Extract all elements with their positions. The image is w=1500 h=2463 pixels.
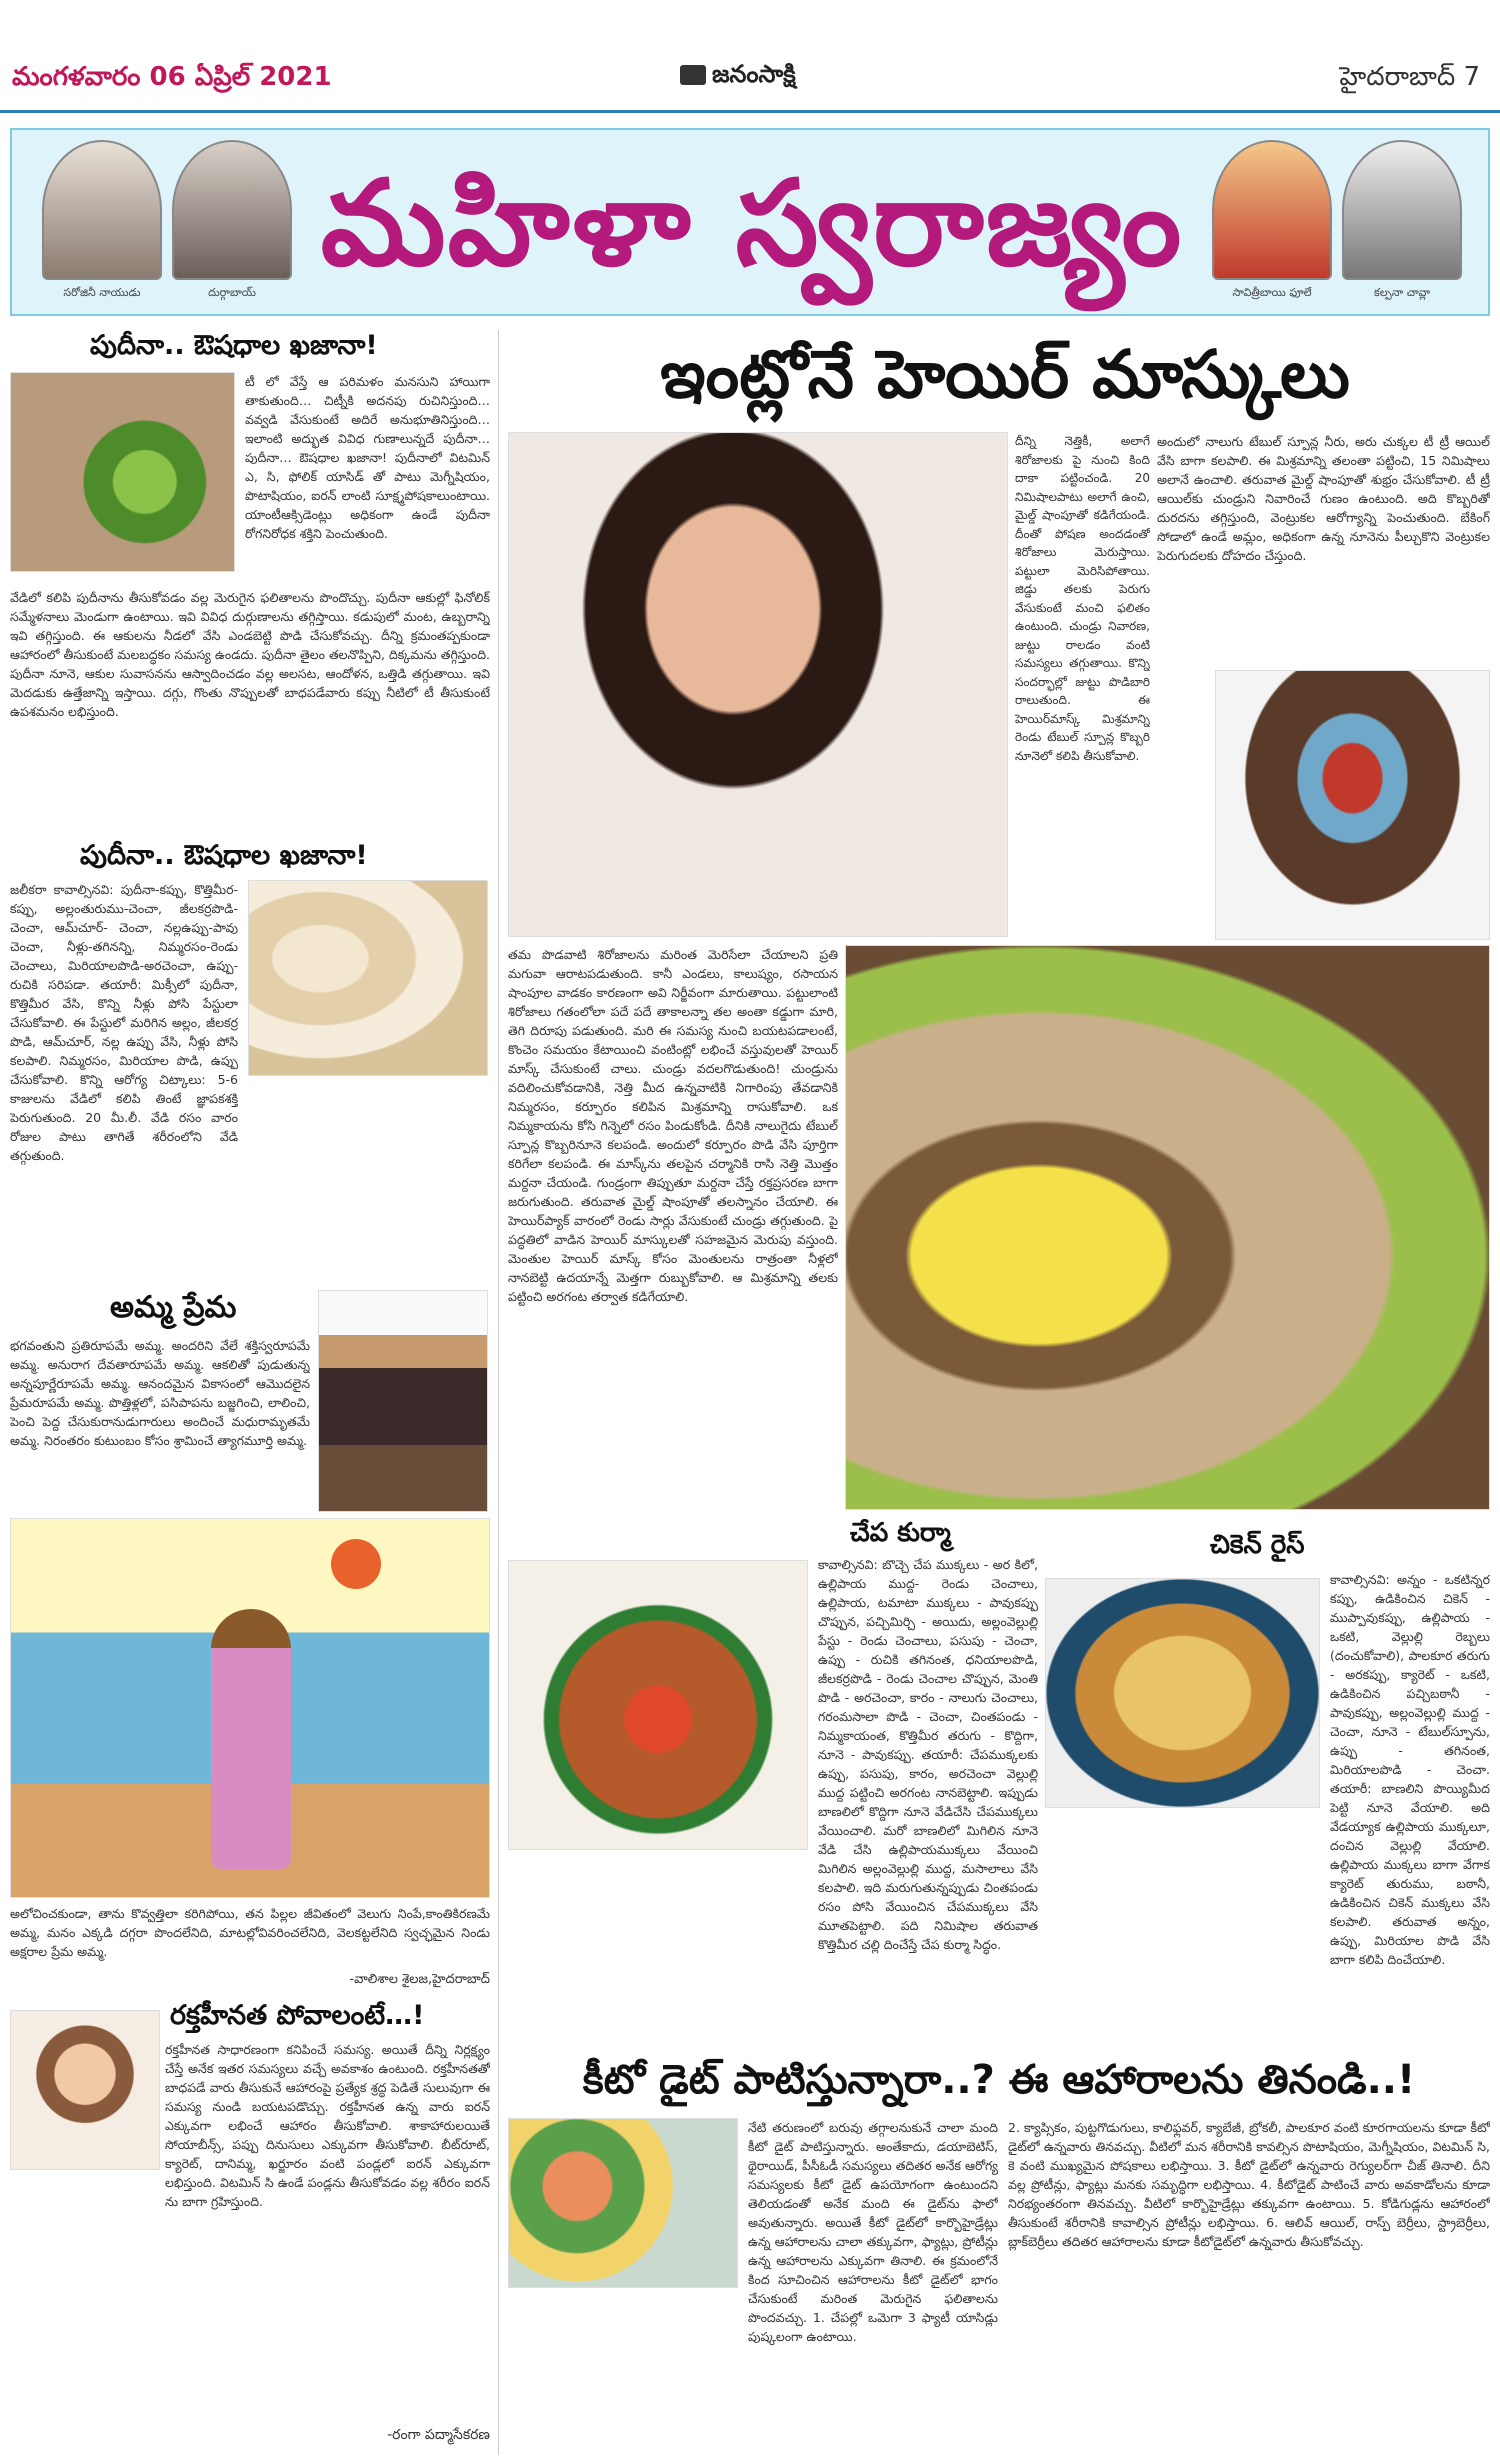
chicken-title: చికెన్ రైస్ (1210, 1530, 1305, 1560)
section-banner (10, 128, 1490, 316)
raktaheenata-body: రక్తహీనత సాధారణంగా కనిపించే సమస్య. అయితే దీన్ని నిర్లక్ష్యం చేస్తే అనేక ఇతర సమస్యలు వచ్చే అవకాశం ఉంటుంది. రక్తహీనతతో బాధపడే వారు తీసుకునే ఆహారంపై ప్రత్యేక శ్రద్ధ పెడితే సులువుగా ఈ సమస్య నుండి బయటపడొచ్చు. రక్తహీనత ఉన్న వారు ఐరన్ ఎక్కువగా లభించే ఆహారం తీసుకోవాలి. శాకాహారులయితే సోయాబీన్స్, పప్పు దినుసులు ఎక్కువగా తీసుకోవాలి. బీట్‌రూట్, క్యారెట్, దానిమ్మ, ఖర్జూరం వంటి పండ్లలో ఐరన్ ఎక్కువగా లభిస్తుంది. విటమిన్ సి ఉండే పండ్లను తీసుకోవడం వల్ల శరీరం ఐరన్ ను బాగా గ్రహిస్తుంది. (165, 2042, 490, 2209)
chepa-title: చేప కుర్మా (850, 1518, 951, 1548)
chicken-body: కావాల్సినవి: అన్నం - ఒకటిన్నర కప్పు, ఉడికించిన చికెన్ - ముప్పావుకప్పు, ఉల్లిపాయ - ఒకటి, వెల్లుల్లి రెబ్బలు (దంచుకోవాలి), పాలకూర తరుగు - అరకప్పు, క్యారెట్ - ఒకటి, ఉడికించిన పచ్చిబఠానీ - పావుకప్పు, అల్లంవెల్లుల్లి ముద్ద - చెంచా, నూనె - టేబుల్‌స్పూను, ఉప్పు - తగినంత, మిరియాలపొడి - చెంచా. తయారీ: బాణలిని పొయ్యిమీద పెట్టి నూనె వేయాలి. అది వేడయ్యాక ఉల్లిపాయ ముక్కలూ, దంచిన వెల్లుల్లి వేయాలి. ఉల్లిపాయ ముక్కలు బాగా వేగాక క్యారెట్ తురుము, బఠానీ, ఉడికించిన చికెన్ ముక్కలు వేసి కలపాలి. తరువాత అన్నం, ఉప్పు, మిరియాల పొడి వేసి బాగా కలిపి దించేయాలి. (1330, 1572, 1490, 1967)
pudina-ingredients-body: జలీకరా కావాల్సినవి: పుదీనా-కప్పు, కొత్తిమీర- కప్పు, అల్లంతురుము-చెంచా, జీలకర్రపొడి-చెంచా, ఆమ్‌చూర్- చెంచా, నల్లఉప్పు-పావు చెంచా, నీళ్లు-తగినన్ని, నిమ్మరసం-రెండు చెంచాలు, మిరియాలపొడి-అరచెంచా, ఉప్పు-రుచికి సరిపడా. తయారీ: మిక్సీలో పుదీనా, కొత్తిమీర వేసి, కొన్ని నీళ్లు పోసి పేస్టులా చేసుకోవాలి. ఈ పేస్టులో మరిగిన అల్లం, జీలకర్ర పొడి, ఆమ్‌చూర్, నల్ల ఉప్పు వేసి, నీళ్లు పోసి కలపాలి. నిమ్మరసం, మిరియాల పొడి, ఉప్పు చేసుకోవాలి. కొన్ని ఆరోగ్య చిట్కాలు: 5-6 కాజులను వేడిలో కలిపి తింటే జ్ఞాపకశక్తి పెరుగుతుంది. 20 మీ.లీ. వేడి రసం వారం రోజుల పాటు తాగితే శరీరంలోని వేడి తగ్గుతుంది. (10, 882, 238, 1163)
amma-body: భగవంతుని ప్రతిరూపమే అమ్మ. అందరిని వేలే శక్తిస్వరూపమే అమ్మ. అనురాగ దేవతారూపమే అమ్మ. ఆకలితో పుడుతున్న అన్నపూర్ణేరూపమే అమ్మ. ఆనందమైన వికాసంలో ఆమొదలైన ప్రేమరూపమే అమ్మ. పొత్తిళ్లలో, పసిపాపను బజ్జగించి, లాలించి, పెంచి పెద్ద చేసుకురానుడుగారులు అందించే మధురామృతమే అమ్మ. నిరంతరం కుటుంబం కోసం శ్రామించే త్యాగమూర్తి అమ్మ. (10, 1338, 310, 1448)
portrait-1 (42, 140, 162, 280)
hair-col1: దీన్ని నెత్తికీ, అలాగే శిరోజాలకు పై నుంచి కింది దాకా పట్టించండి. 20 నిమిషాలపాటు అలాగే ఉంచి, మైల్డ్ షాంపూతో కడిగేయండి. దీంతో పోషణ అందడంతో శిరోజాలు మెరుస్తాయి. పట్టులా మెరిసిపోతాయి. జిడ్డు తలకు పెరుగు వేసుకుంటే మంచి ఫలితం ఉంటుంది. చుండ్రు నివారణ, జుట్టు రాలడం వంటి సమస్యలు తగ్గుతాయి. కొన్ని సందర్భాల్లో జుట్టు పొడిబారి రాలుతుంది. ఈ హెయిర్‌మాస్క్ మిశ్రమాన్ని రెండు టేబుల్ స్పూన్ల కొబ్బరి నూనెలో కలిపి తీసుకోవాలి. (1015, 434, 1150, 763)
portrait-2 (172, 140, 292, 280)
page-header (0, 0, 1500, 120)
sun-shape (331, 1539, 381, 1589)
cashew-image (248, 880, 488, 1076)
amma-title: అమ్మ ప్రేమ (110, 1290, 237, 1325)
keto-title: కీటో డైట్ పాటిస్తున్నారా..? ఈ ఆహారాలను తినండి..! (582, 2057, 1416, 2103)
portrait-caption-2: దుర్గాబాయ్ (208, 286, 256, 299)
woman-eating-image (10, 2010, 160, 2170)
column-divider-left (498, 330, 499, 2455)
paper-logo-icon (680, 65, 706, 85)
header-divider (0, 110, 1500, 113)
hair-comb-image (1215, 670, 1490, 940)
page-number: హైదరాబాద్ 7 (1339, 62, 1480, 92)
paper-name: జనంసాక్షి (712, 60, 796, 88)
pudina-ingredients-title: పుదీనా.. ఔషధాల ఖజానా! (80, 840, 368, 871)
page-date: మంగళవారం 06 ఏప్రిల్ 2021 (12, 62, 332, 92)
raktaheenata-title: రక్తహీనత పోవాలంటే…! (170, 2000, 425, 2031)
woman-hair-image (508, 432, 1008, 937)
hair-title: ఇంట్లోనే హెయిర్ మాస్కులు (660, 336, 1350, 413)
hair-col2: అందులో నాలుగు టేబుల్ స్పూన్ల నీరు, అరు చుక్కల టీ ట్రీ ఆయిల్ వేసి బాగా కలపాలి. ఈ మిశ్రమాన్ని తలంతా పట్టించి, 15 నిమిషాలు అలానే ఉంచాలి. తరువాత మైల్డ్ షాంపూతో శుభ్రం చేసుకోవాలి. టీ ట్రీ ఆయిల్‌కు చుండ్రుని నివారించే గుణం ఉంటుంది. అది కొబ్బరితో దురదను తగ్గిస్తుంది, వెంట్రుకల ఆరోగ్యాన్ని పెంచుతుంది. బేకింగ్ సోడాలో ఉండే అమ్లం, అధికంగా ఉన్న నూనెను పీల్చుకొని వెంట్రుకల పెరుగుదలకు దోహదం చేస్తుంది. (1157, 434, 1490, 563)
portrait-caption-4: కల్పనా చావ్లా (1373, 286, 1431, 299)
village-painting-image (10, 1518, 490, 1898)
portrait-caption-1: సరోజినీ నాయుడు (63, 286, 141, 299)
portrait-4 (1342, 140, 1462, 280)
girl-portrait-image (318, 1290, 488, 1512)
fenugreek-oil-image (845, 945, 1490, 1510)
hair-col3: తమ పొడవాటి శిరోజాలను మరింత మెరిసేలా చేయాలని ప్రతి మగువా ఆరాటపడుతుంది. కానీ ఎండలు, కాలుష్యం, రసాయన షాంపూల వాడకం కారణంగా అవి నిర్జీవంగా మారుతాయి. పట్టులాంటి శిరోజాలు గతంలోలా పదే పదే తాకాలన్నా తల అంతా కడ్డుగా మారి, తెగి దిరూపు పడుతుంది. మరి ఈ సమస్య నుంచి బయటపడాలంటే, కొంచెం సమయం కేటాయించి వంటింట్లో లభించే వస్తువులతో హెయిర్ మాస్క్ చేసుకుంటే చాలు. చుండ్రు వదలగొడుతుంది! చుండ్రును వదిలించుకోవడానికి, నెత్తి మీద ఉన్నవాటికి నిగారింపు తేవడానికి నిమ్మరసం, కర్పూరం కలిపిన మిశ్రమాన్ని రాసుకోవాలి. ఒక నిమ్మకాయను కోసి గిన్నెలో రసం పిండుకోండి. దీనికి నాలుగైదు టేబుల్ స్పూన్ల కొబ్బరినూనె కలపండి. అందులో కర్పూరం పొడి వేసి పూర్తిగా కరిగేలా కలపండి. ఈ మాస్క్‌ను తలపైన చర్మానికి రాసి నెత్తి మొత్తం మర్దనా చేయండి. గుండ్రంగా తిప్పుతూ మర్దనా చేస్తే రక్తప్రసరణ బాగా జరుగుతుంది. తరువాత మైల్డ్ షాంపూతో తలస్నానం చేయాలి. ఈ హెయిర్‌ప్యాక్ వారంలో రెండు సార్లు వేసుకుంటే చుండ్రు తగ్గుతుంది. పై పద్ధతిలో వాడిన హెయిర్ మాస్కులతో సహజమైన మెరుపు వస్తుంది. మెంతుల హెయిర్ మాస్క్ కోసం మెంతులను రాత్రంతా నీళ్లలో నానబెట్టి ఉదయాన్నే మెత్తగా రుబ్బుకోవాలి. ఆ మిశ్రమాన్ని తలకు పట్టించి అరగంట తర్వాత కడిగేయాలి. (508, 947, 838, 1304)
pudina-body: వేడిలో కలిపి పుదీనాను తీసుకోవడం వల్ల మెరుగైన ఫలితాలను పొందొచ్చు. పుదీనా ఆకుల్లో ఫినోలిక్ సమ్మేళనాలు మెండుగా ఉంటాయి. ఇవి వివిధ దుర్గుణాలను తగ్గిస్తాయి. కడుపులో మంట, ఉబ్బరాన్ని ఇవి తగ్గిస్తుంది. ఈ ఆకులను నీడలో వేసి ఎండబెట్టి పొడి చేసుకోవచ్చు. దీన్ని క్రమంతప్పకుండా ఆహారంలో తీసుకుంటే మలబద్ధకం సమస్య ఉండదు. పుదీనా తైలం తలనొప్పిని, దిక్కమను తగ్గిస్తుంది. పుదీనా నూనె, ఆకుల సువాసనను ఆస్వాదించడం వల్ల అలసట, ఆందోళన, ఒత్తిడి తగ్గుతాయి. ఇవి మెదడుకు ఉత్తేజాన్ని ఇస్తాయి. దగ్గు, గొంతు నొప్పులతో బాధపడేవారు కప్పు నీటిలో టీ తీసుకుంటే ఉపశమనం లభిస్తుంది. (10, 590, 490, 719)
pudina-intro: టీ లో వేస్తే ఆ పరిమళం మనసుని హాయిగా తాకుతుంది… చిట్నీకి అదనపు రుచినిస్తుంది… వవ్వడి వేసుకుంటే అదిరే అనుభూతినిస్తుంది… ఇలాంటి అద్భుత వివిధ గుణాలున్నదే పుదీనా… పుదీనా… ఔషధాల ఖజానా! పుదీనాలో విటమిన్ ఎ, సి, ఫోలిక్ యాసిడ్ తో పాటు మెగ్నీషియం, పొటాషియం, ఐరన్ లాంటి సూక్ష్మపోషకాలుంటాయి. యాంటీఆక్సిడెంట్లు అధికంగా ఉండే పుదీనా రోగనిరోధక శక్తిని పెంచుతుంది. (245, 374, 490, 541)
paper-logo (680, 60, 796, 94)
raktaheenata-author: -రంగా పద్మాసేకరణ (387, 2427, 490, 2443)
banner-title: మహిళా స్వరాజ్యం (320, 154, 1184, 292)
amma-author: -వాలిశాల శైలజ,హైదరాబాద్ (349, 1972, 490, 1987)
pudina-title: పుదీనా.. ఔషధాల ఖజానా! (90, 330, 378, 361)
mint-leaves-image (10, 372, 235, 572)
amma-caption: అలోచించకుండా, తాను కొవ్వత్తిలా కరిగిపోయి, తన పిల్లల జీవితంలో వెలుగు నింపే,కాంతికిరణమే అమ్మ, మనం ఎక్కడి దగ్గరా పొందలేనిది, మాటల్లోవివరించలేనిది, వెలకట్టలేనిది స్వచ్ఛమైన నిండు అక్షరాల ప్రేమ అమ్మ. (10, 1906, 490, 1959)
keto-col1: నేటి తరుణంలో బరువు తగ్గాలనుకునే చాలా మంది కీటో డైట్ పాటిస్తున్నారు. అంతేకాదు, డయాబెటిస్, థైరాయిడ్, పీసీఓడీ సమస్యలు తదితర అనేక ఆరోగ్య సమస్యలకు కీటో డైట్ ఉపయోగంగా ఉంటుందని తెలియడంతో అనేక మంది ఈ డైట్‌ను ఫాలో అవుతున్నారు. అయితే కీటో డైట్‌లో కార్బొహైడ్రేట్లు ఉన్న ఆహారాలను చాలా తక్కువగా, ఫ్యాట్లు, ప్రోటీన్లు ఉన్న ఆహారాలను ఎక్కువగా తినాలి. ఈ క్రమంలోనే కింద సూచించిన ఆహారాలను కీటో డైట్‌లో భాగం చేసుకుంటే మరింత మెరుగైన ఫలితాలను పొందవచ్చు. 1. చేపల్లో ఒమెగా 3 ఫ్యాటీ యాసిడ్లు పుష్కలంగా ఉంటాయి. (748, 2120, 998, 2344)
keto-col2: 2. క్యాప్సికం, పుట్టగొడుగులు, కాలిఫ్లవర్, క్యాబేజీ, బ్రోకలీ, పాలకూర వంటి కూరగాయలను కూడా కీటో డైట్‌లో ఉన్నవారు తినవచ్చు. వీటిలో మన శరీరానికి కావల్సిన పొటాషియం, మెగ్నీషియం, విటమిన్ సి, కె వంటి ముఖ్యమైన పోషకాలు లభిస్తాయి. 3. కీటో డైట్‌లో ఉన్నవారు రెగ్యులర్‌గా చీజ్ తినాలి. దీని వల్ల ప్రోటీన్లు, ఫ్యాట్లు మనకు సమృద్ధిగా లభిస్తాయి. 4. కీటోడైట్ పాటించే వారు అవకాడోలను కూడా నిరభ్యంతరంగా తినవచ్చు. వీటిలో కార్బొహైడ్రేట్లు తక్కువగా ఉంటాయి. 5. కోడిగుడ్లను ఆహారంలో తీసుకుంటే శరీరానికి కావాల్సిన ప్రోటీన్లు లభిస్తాయి. 6. ఆలివ్ ఆయిల్, రాస్ప్ బెర్రీలు, స్ట్రాబెర్రీలు, బ్లాక్‌బెర్రీలు తదితర ఆహారాలను కూడా కీటోడైట్‌లో ఉన్నవారు తీసుకోవచ్చు. (1008, 2120, 1490, 2249)
woman-figure-shape (211, 1609, 291, 1869)
portrait-3 (1212, 140, 1332, 280)
chepa-body: కావాల్సినవి: బొచ్చె చేప ముక్కలు - అర కిలో, ఉల్లిపాయ ముద్ద- రెండు చెంచాలు, ఉల్లిపాయ, టమాటా ముక్కలు - పావుకప్పు చొప్పున, పచ్చిమిర్చి - అయిదు, అల్లంవెల్లుల్లి పేస్టు - రెండు చెంచాలు, పసుపు - చెంచా, ఉప్పు - రుచికి తగినంత, ధనియాలపొడి, జీలకర్రపొడి - రెండు చెంచాల చొప్పున, మెంతి పొడి - అరచెంచా, కారం - నాలుగు చెంచాలు, గరంమసాలా పొడి - చెంచా, చింతపండు - నిమ్మకాయంత, కొత్తిమీర తరుగు - కొద్దిగా, నూనె - పావుకప్పు. తయారీ: చేపముక్కలకు ఉప్పు, పసుపు, కారం, అరచెంచా వెల్లుల్లి ముద్ద పట్టించి అరగంట నానబెట్టాలి. ఇప్పుడు బాణలిలో కొద్దిగా నూనె వేడిచేసి చేపముక్కలు వేయించాలి. మరో బాణలిలో మిగిలిన నూనె వేడి చేసి ఉల్లిపాయముక్కలు వేయించి మిగిలిన అల్లంవెల్లుల్లి ముద్ద, మసాలాలు వేసి కలపాలి. ఇది మరుగుతున్నప్పుడు చింతపండు రసం పోసి వేయించిన చేపముక్కలు వేసి మూతపెట్టాలి. పది నిమిషాల తరువాత కొత్తిమీర చల్లి దించేస్తే చేప కుర్మా సిద్ధం. (818, 1557, 1038, 1952)
portrait-caption-3: సావిత్రీబాయి ఫూలే (1232, 286, 1312, 299)
